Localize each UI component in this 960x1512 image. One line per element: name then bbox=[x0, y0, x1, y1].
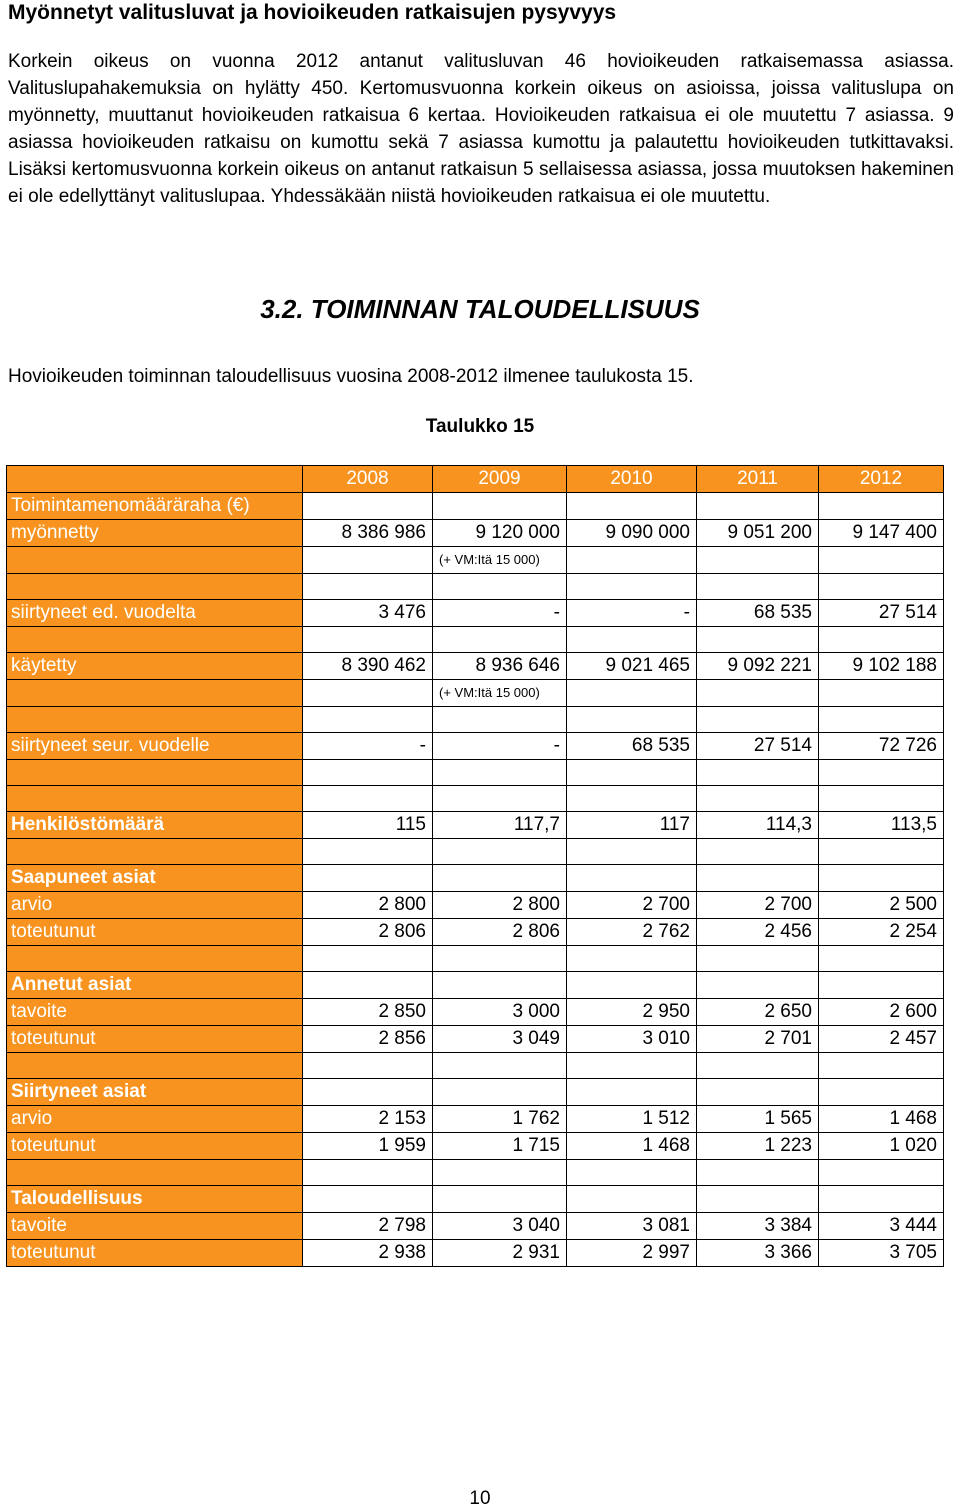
table-cell: 2 700 bbox=[697, 892, 819, 919]
empty-cell bbox=[303, 680, 433, 707]
empty-cell bbox=[567, 627, 697, 653]
note-text: (+ VM:Itä 15 000) bbox=[439, 552, 540, 567]
empty-cell bbox=[303, 1053, 433, 1079]
year-header: 2009 bbox=[433, 466, 567, 493]
empty-cell bbox=[303, 547, 433, 574]
empty-cell bbox=[819, 865, 944, 892]
empty-cell bbox=[819, 1053, 944, 1079]
page-number: 10 bbox=[469, 1488, 491, 1509]
header-corner bbox=[7, 466, 303, 493]
table-cell: 1 512 bbox=[567, 1106, 697, 1133]
empty-cell bbox=[819, 786, 944, 812]
empty-cell bbox=[819, 972, 944, 999]
table-row bbox=[7, 946, 944, 972]
table-cell: 2 931 bbox=[433, 1240, 567, 1267]
table-cell: 115 bbox=[303, 812, 433, 839]
table-row bbox=[7, 760, 944, 786]
table-cell: 1 223 bbox=[697, 1133, 819, 1160]
empty-cell bbox=[819, 1160, 944, 1186]
row-label bbox=[7, 786, 303, 812]
empty-cell bbox=[303, 865, 433, 892]
table-row bbox=[7, 1053, 944, 1079]
table-row bbox=[7, 627, 944, 653]
row-label: Henkilöstömäärä bbox=[7, 812, 303, 839]
row-label: siirtyneet seur. vuodelle bbox=[7, 733, 303, 760]
empty-cell bbox=[567, 1186, 697, 1213]
table-row bbox=[7, 865, 944, 892]
table-cell: 2 254 bbox=[819, 919, 944, 946]
table-cell: 3 081 bbox=[567, 1213, 697, 1240]
empty-cell bbox=[697, 1053, 819, 1079]
empty-cell bbox=[697, 760, 819, 786]
year-header-row bbox=[7, 466, 944, 493]
empty-cell bbox=[819, 1186, 944, 1213]
empty-cell bbox=[567, 1079, 697, 1106]
table-row bbox=[7, 1026, 944, 1053]
row-label bbox=[7, 839, 303, 865]
empty-cell bbox=[567, 1160, 697, 1186]
empty-cell bbox=[567, 493, 697, 520]
table-cell: 27 514 bbox=[819, 600, 944, 627]
table-cell: 2 800 bbox=[303, 892, 433, 919]
table-cell: 2 950 bbox=[567, 999, 697, 1026]
row-label: siirtyneet ed. vuodelta bbox=[7, 600, 303, 627]
table-cell: 114,3 bbox=[697, 812, 819, 839]
table-cell: - bbox=[433, 600, 567, 627]
row-label bbox=[7, 547, 303, 574]
table-row bbox=[7, 892, 944, 919]
empty-cell bbox=[433, 760, 567, 786]
empty-cell bbox=[819, 1079, 944, 1106]
empty-cell bbox=[303, 786, 433, 812]
table-cell: - bbox=[567, 600, 697, 627]
empty-cell bbox=[433, 1053, 567, 1079]
row-label: toteutunut bbox=[7, 1133, 303, 1160]
section-heading: Myönnetyt valitusluvat ja hovioikeuden ratkaisujen pysyvyys bbox=[8, 1, 617, 24]
table-cell: 2 762 bbox=[567, 919, 697, 946]
table-cell: 2 850 bbox=[303, 999, 433, 1026]
intro-text: Hovioikeuden toiminnan taloudellisuus vuosina 2008-2012 ilmenee taulukosta 15. bbox=[8, 366, 694, 387]
paragraph-text: Korkein oikeus on vuonna 2012 antanut valitusluvan 46 hovioikeuden ratkaisemassa asiassa. Valituslupahakemuksia on hylätty 450. Kertomusvuonna korkein oikeus on asioissa, joissa valituslupa on myönnetty, muuttanut hovioikeuden ratkaisua 6 kertaa. Hovioikeuden ratkaisua ei ole muutettu 7 asiassa. 9 asiassa hovioikeuden ratkaisu on kumottu sekä 7 asiassa kumottu ja palautettu hovioikeuden tutkittavaksi. Lisäksi kertomusvuonna korkein oikeus on antanut ratkaisun 5 sellaisessa asiassa, jossa muutoksen hakeminen ei ole edellyttänyt valituslupaa. Yhdessäkään niistä hovioikeuden ratkaisua ei ole muutettu. bbox=[8, 51, 954, 207]
row-label bbox=[7, 1160, 303, 1186]
table-row bbox=[7, 1079, 944, 1106]
empty-cell bbox=[303, 946, 433, 972]
empty-cell bbox=[303, 760, 433, 786]
empty-cell bbox=[819, 493, 944, 520]
table-row bbox=[7, 1133, 944, 1160]
table-row bbox=[7, 653, 944, 680]
row-label bbox=[7, 627, 303, 653]
table-cell: 3 040 bbox=[433, 1213, 567, 1240]
empty-cell bbox=[819, 627, 944, 653]
table-cell: 3 010 bbox=[567, 1026, 697, 1053]
table-cell: 2 700 bbox=[567, 892, 697, 919]
empty-cell bbox=[303, 707, 433, 733]
empty-cell bbox=[819, 946, 944, 972]
empty-cell bbox=[433, 1186, 567, 1213]
table-row bbox=[7, 919, 944, 946]
row-label: toteutunut bbox=[7, 919, 303, 946]
row-label: toteutunut bbox=[7, 1026, 303, 1053]
table-cell: 72 726 bbox=[819, 733, 944, 760]
table-cell: 27 514 bbox=[697, 733, 819, 760]
empty-cell bbox=[819, 680, 944, 707]
row-label bbox=[7, 707, 303, 733]
row-label: arvio bbox=[7, 892, 303, 919]
year-header: 2011 bbox=[697, 466, 819, 493]
table-cell: - bbox=[433, 733, 567, 760]
empty-cell bbox=[303, 627, 433, 653]
table-cell: 2 600 bbox=[819, 999, 944, 1026]
table-row bbox=[7, 574, 944, 600]
table-row bbox=[7, 707, 944, 733]
table-cell: 2 798 bbox=[303, 1213, 433, 1240]
table-cell: 3 384 bbox=[697, 1213, 819, 1240]
year-header: 2008 bbox=[303, 466, 433, 493]
empty-cell bbox=[819, 547, 944, 574]
section-title: 3.2. TOIMINNAN TALOUDELLISUUS bbox=[260, 294, 700, 324]
table-cell: 9 021 465 bbox=[567, 653, 697, 680]
row-label bbox=[7, 1053, 303, 1079]
empty-cell bbox=[303, 493, 433, 520]
row-label bbox=[7, 946, 303, 972]
table-cell: 2 500 bbox=[819, 892, 944, 919]
row-label: tavoite bbox=[7, 1213, 303, 1240]
empty-cell bbox=[697, 786, 819, 812]
empty-cell bbox=[567, 972, 697, 999]
empty-cell bbox=[819, 839, 944, 865]
body-paragraph bbox=[8, 48, 954, 210]
empty-cell bbox=[697, 547, 819, 574]
empty-cell bbox=[433, 574, 567, 600]
table-cell: 68 535 bbox=[697, 600, 819, 627]
empty-cell bbox=[697, 839, 819, 865]
empty-cell bbox=[567, 946, 697, 972]
empty-cell bbox=[433, 707, 567, 733]
table-cell: 2 806 bbox=[303, 919, 433, 946]
row-label bbox=[7, 760, 303, 786]
empty-cell bbox=[697, 493, 819, 520]
empty-cell bbox=[567, 1053, 697, 1079]
empty-cell bbox=[819, 760, 944, 786]
empty-cell bbox=[697, 1186, 819, 1213]
table-cell: 2 800 bbox=[433, 892, 567, 919]
empty-cell bbox=[697, 574, 819, 600]
table-cell: 2 153 bbox=[303, 1106, 433, 1133]
row-label: tavoite bbox=[7, 999, 303, 1026]
year-header: 2010 bbox=[567, 466, 697, 493]
empty-cell bbox=[567, 839, 697, 865]
table-cell: 2 938 bbox=[303, 1240, 433, 1267]
table-cell: 1 020 bbox=[819, 1133, 944, 1160]
empty-cell bbox=[433, 946, 567, 972]
table-cell: 9 147 400 bbox=[819, 520, 944, 547]
table-cell: 3 000 bbox=[433, 999, 567, 1026]
empty-cell bbox=[697, 1160, 819, 1186]
table-cell: 2 701 bbox=[697, 1026, 819, 1053]
note-cell bbox=[433, 547, 567, 574]
empty-cell bbox=[567, 760, 697, 786]
empty-cell bbox=[697, 1079, 819, 1106]
empty-cell bbox=[567, 680, 697, 707]
table-cell: 2 806 bbox=[433, 919, 567, 946]
empty-cell bbox=[567, 547, 697, 574]
table-cell: 1 959 bbox=[303, 1133, 433, 1160]
table-cell: 3 476 bbox=[303, 600, 433, 627]
note-cell bbox=[433, 680, 567, 707]
table-cell: 9 090 000 bbox=[567, 520, 697, 547]
table-row bbox=[7, 520, 944, 547]
table-row bbox=[7, 1213, 944, 1240]
row-label: Saapuneet asiat bbox=[7, 865, 303, 892]
empty-cell bbox=[433, 972, 567, 999]
table-row bbox=[7, 839, 944, 865]
table-cell: 3 705 bbox=[819, 1240, 944, 1267]
empty-cell bbox=[303, 972, 433, 999]
table-row bbox=[7, 972, 944, 999]
note-text: (+ VM:Itä 15 000) bbox=[439, 685, 540, 700]
table-cell: 9 051 200 bbox=[697, 520, 819, 547]
empty-cell bbox=[433, 1079, 567, 1106]
empty-cell bbox=[819, 574, 944, 600]
table-cell: 9 120 000 bbox=[433, 520, 567, 547]
row-label: toteutunut bbox=[7, 1240, 303, 1267]
economy-table-wrapper bbox=[6, 465, 943, 1280]
empty-cell bbox=[433, 1160, 567, 1186]
table-row bbox=[7, 1160, 944, 1186]
year-header: 2012 bbox=[819, 466, 944, 493]
table-cell: 1 762 bbox=[433, 1106, 567, 1133]
empty-cell bbox=[303, 1186, 433, 1213]
row-label: Toimintamenomääräraha (€) bbox=[7, 493, 303, 520]
table-cell: 117,7 bbox=[433, 812, 567, 839]
empty-cell bbox=[567, 865, 697, 892]
table-row bbox=[7, 786, 944, 812]
table-cell: 117 bbox=[567, 812, 697, 839]
economy-table bbox=[6, 465, 944, 1267]
empty-cell bbox=[697, 707, 819, 733]
table-cell: - bbox=[303, 733, 433, 760]
table-row bbox=[7, 812, 944, 839]
table-row bbox=[7, 600, 944, 627]
table-row bbox=[7, 680, 944, 707]
empty-cell bbox=[567, 786, 697, 812]
empty-cell bbox=[697, 680, 819, 707]
row-label: Siirtyneet asiat bbox=[7, 1079, 303, 1106]
empty-cell bbox=[697, 627, 819, 653]
table-cell: 2 456 bbox=[697, 919, 819, 946]
empty-cell bbox=[433, 786, 567, 812]
empty-cell bbox=[697, 865, 819, 892]
table-row bbox=[7, 1186, 944, 1213]
table-cell: 1 468 bbox=[567, 1133, 697, 1160]
empty-cell bbox=[433, 865, 567, 892]
empty-cell bbox=[303, 574, 433, 600]
table-row bbox=[7, 733, 944, 760]
empty-cell bbox=[303, 1079, 433, 1106]
row-label bbox=[7, 574, 303, 600]
table-cell: 2 650 bbox=[697, 999, 819, 1026]
row-label: myönnetty bbox=[7, 520, 303, 547]
table-cell: 8 386 986 bbox=[303, 520, 433, 547]
table-cell: 2 457 bbox=[819, 1026, 944, 1053]
table-cell: 2 856 bbox=[303, 1026, 433, 1053]
table-cell: 1 565 bbox=[697, 1106, 819, 1133]
empty-cell bbox=[819, 707, 944, 733]
table-cell: 2 997 bbox=[567, 1240, 697, 1267]
table-row bbox=[7, 999, 944, 1026]
table-cell: 8 936 646 bbox=[433, 653, 567, 680]
empty-cell bbox=[697, 972, 819, 999]
table-cell: 3 049 bbox=[433, 1026, 567, 1053]
row-label bbox=[7, 680, 303, 707]
table-caption: Taulukko 15 bbox=[425, 416, 535, 437]
empty-cell bbox=[697, 946, 819, 972]
empty-cell bbox=[433, 627, 567, 653]
table-cell: 3 366 bbox=[697, 1240, 819, 1267]
table-cell: 3 444 bbox=[819, 1213, 944, 1240]
empty-cell bbox=[303, 1160, 433, 1186]
row-label: arvio bbox=[7, 1106, 303, 1133]
table-cell: 68 535 bbox=[567, 733, 697, 760]
table-row bbox=[7, 1240, 944, 1267]
table-cell: 1 715 bbox=[433, 1133, 567, 1160]
table-cell: 1 468 bbox=[819, 1106, 944, 1133]
table-row bbox=[7, 493, 944, 520]
table-row bbox=[7, 547, 944, 574]
empty-cell bbox=[303, 839, 433, 865]
table-cell: 9 102 188 bbox=[819, 653, 944, 680]
table-cell: 8 390 462 bbox=[303, 653, 433, 680]
empty-cell bbox=[567, 707, 697, 733]
row-label: Annetut asiat bbox=[7, 972, 303, 999]
table-row bbox=[7, 1106, 944, 1133]
empty-cell bbox=[433, 493, 567, 520]
row-label: käytetty bbox=[7, 653, 303, 680]
table-cell: 9 092 221 bbox=[697, 653, 819, 680]
row-label: Taloudellisuus bbox=[7, 1186, 303, 1213]
empty-cell bbox=[567, 574, 697, 600]
table-cell: 113,5 bbox=[819, 812, 944, 839]
empty-cell bbox=[433, 839, 567, 865]
